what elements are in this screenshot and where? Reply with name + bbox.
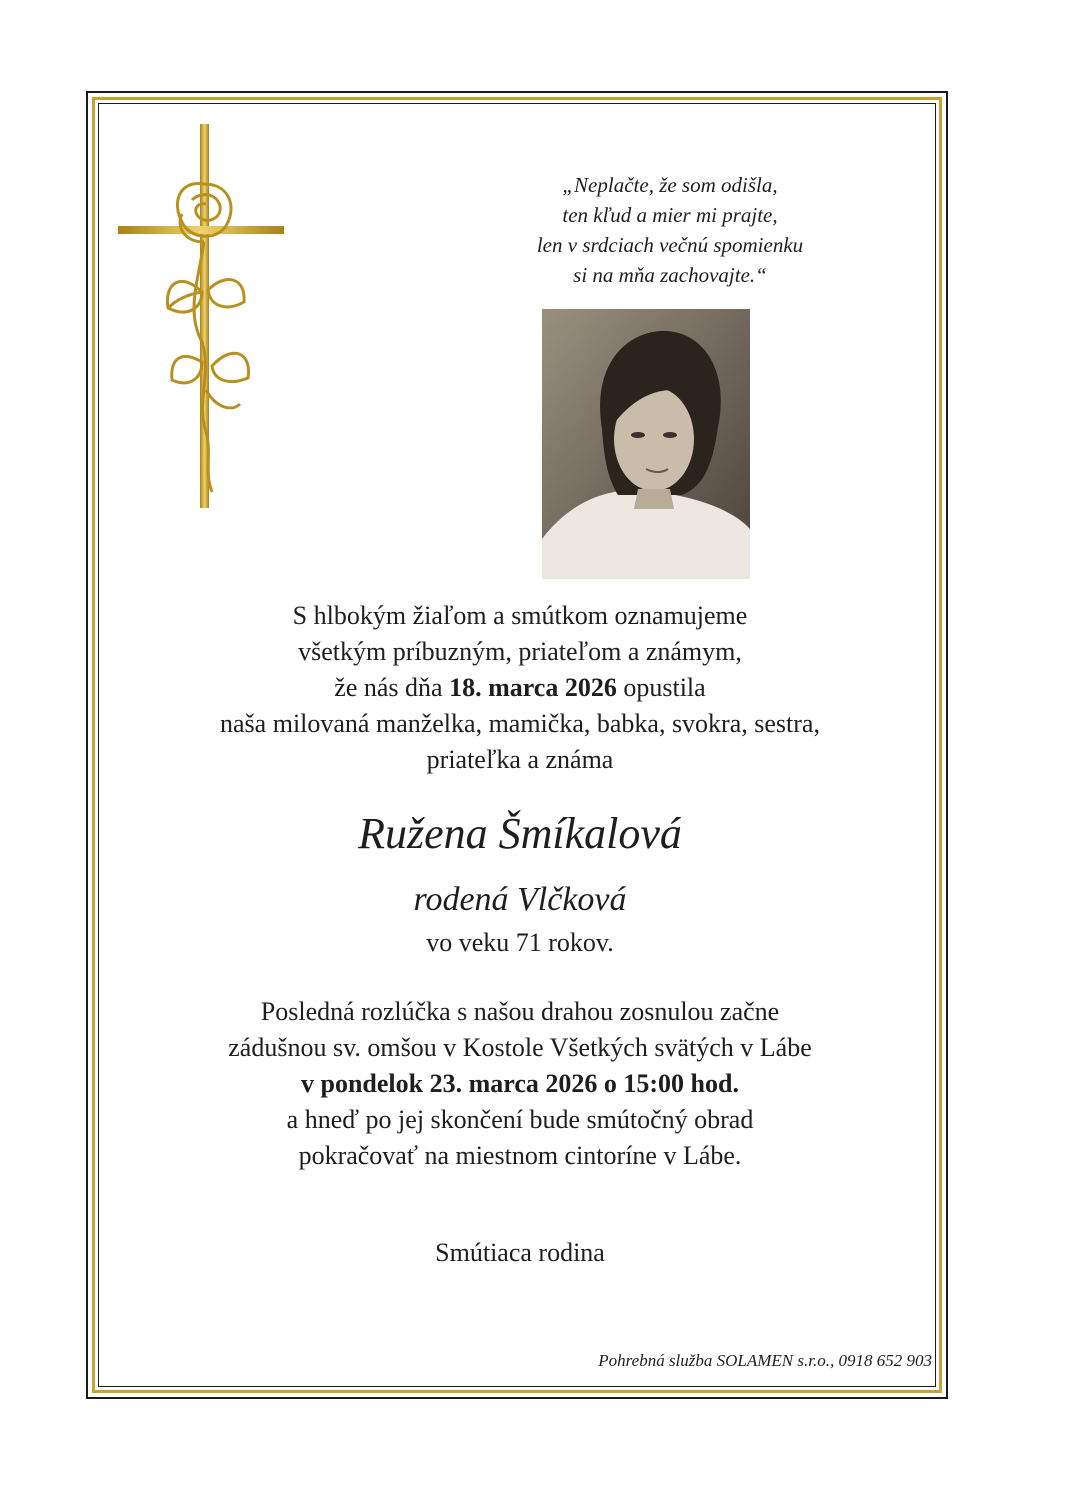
deceased-name: Ružena Šmíkalová bbox=[358, 809, 682, 858]
verse-line: si na mňa zachovajte.“ bbox=[573, 263, 767, 287]
announcement-line: S hlbokým žiaľom a smútkom oznamujeme bbox=[292, 601, 748, 630]
funeral-line: a hneď po jej skončení bude smútočný obrad bbox=[286, 1105, 754, 1134]
announcement-text-before-date: že nás dňa bbox=[334, 673, 443, 702]
cross-with-rose-icon bbox=[116, 122, 288, 514]
announcement-line: naša milovaná manželka, mamička, babka, svokra, sestra, bbox=[220, 709, 820, 738]
verse-quote bbox=[430, 170, 910, 290]
portrait-photo bbox=[542, 309, 750, 579]
funeral-line: Posledná rozlúčka s našou drahou zosnulou začne bbox=[260, 997, 780, 1026]
funeral-date-time: v pondelok 23. marca 2026 o 15:00 hod. bbox=[301, 1069, 739, 1098]
family-signature: Smútiaca rodina bbox=[435, 1238, 605, 1267]
announcement-line bbox=[120, 670, 920, 706]
maiden-name: rodená Vlčková bbox=[413, 881, 627, 918]
announcement-text bbox=[120, 598, 920, 778]
funeral-line: zádušnou sv. omšou v Kostole Všetkých svätých v Lábe bbox=[228, 1033, 812, 1062]
announcement-line: všetkým príbuzným, priateľom a známym, bbox=[298, 637, 742, 666]
funeral-line: pokračovať na miestnom cintoríne v Lábe. bbox=[298, 1141, 742, 1170]
announcement-text-after-date: opustila bbox=[623, 673, 706, 702]
age-text: vo veku 71 rokov. bbox=[426, 928, 614, 957]
funeral-service-footer: Pohrebná služba SOLAMEN s.r.o., 0918 652 903 bbox=[598, 1351, 932, 1370]
verse-line: len v srdciach večnú spomienku bbox=[536, 233, 804, 257]
funeral-details bbox=[120, 994, 920, 1174]
verse-line: ten kľud a mier mi prajte, bbox=[562, 203, 778, 227]
verse-line: „Neplačte, že som odišla, bbox=[562, 173, 778, 197]
announcement-line: priateľka a známa bbox=[426, 745, 614, 774]
death-date: 18. marca 2026 bbox=[449, 673, 617, 702]
